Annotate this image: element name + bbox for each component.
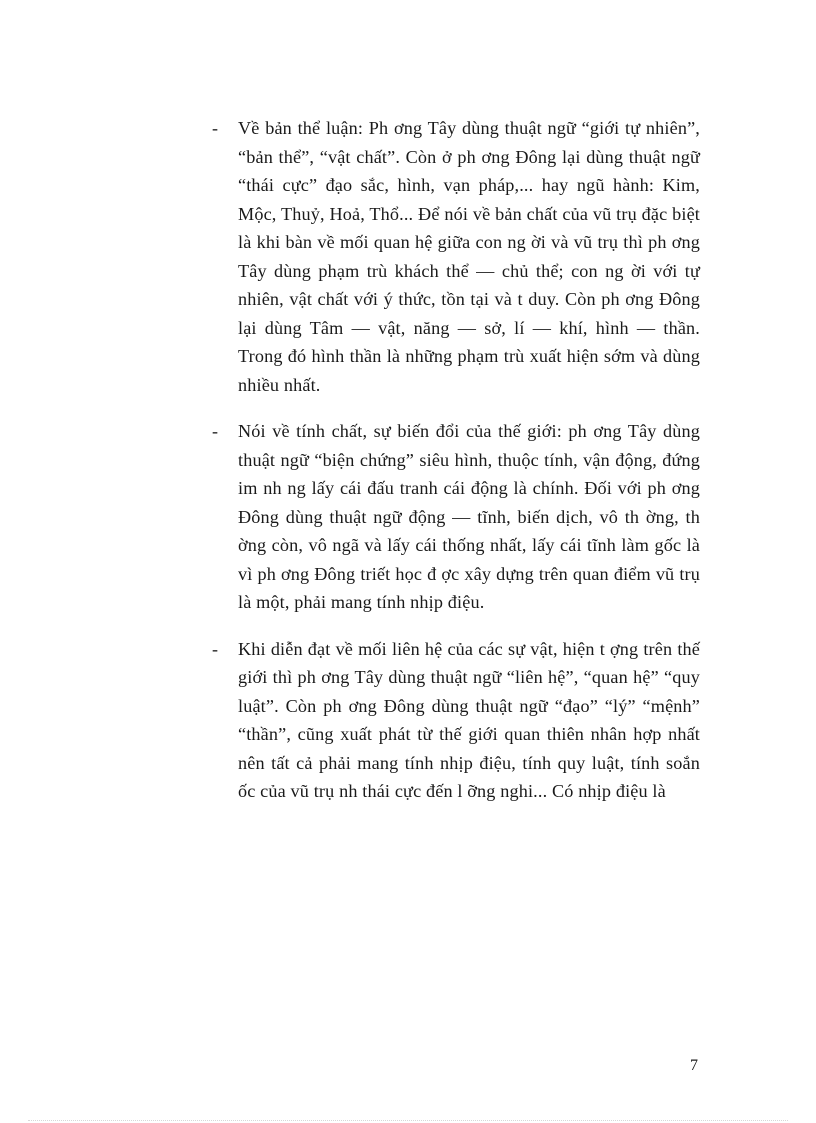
bullet-marker: - <box>212 638 218 659</box>
page-content <box>212 114 700 824</box>
paragraph-world-change: Nói về tính chất, sự biến đổi của thế giới: ph ơng Tây dùng thuật ngữ “biện chứng” siêu hình, thuộc tính, vận động, đứng im nh ng lấy cái đấu tranh cái động là chính. Đối với ph ơng Đông dùng thuật ngữ động — tĩnh, biến dịch, vô th ờng, th ờng còn, vô ngã và lấy cái thống nhất, lấy cái tĩnh làm gốc là vì ph ơng Đông triết học đ ợc xây dựng trên quan điểm vũ trụ là một, phải mang tính nhịp điệu. <box>238 421 700 612</box>
page-number: 7 <box>690 1057 698 1074</box>
page-bottom-divider <box>28 1120 788 1121</box>
bullet-item-world-change <box>212 417 700 617</box>
paragraph-relations: Khi diễn đạt về mối liên hệ của các sự vật, hiện t ợng trên thế giới thì ph ơng Tây dùng thuật ngữ “liên hệ”, “quan hệ” “quy luật”. Còn ph ơng Đông dùng thuật ngữ “đạo” “lý” “mệnh” “thần”, cũng xuất phát từ thế giới quan thiên nhân hợp nhất nên tất cả phải mang tính nhịp điệu, tính quy luật, tính soắn ốc của vũ trụ nh thái cực đến l ỡng nghi... Có nhịp điệu là <box>238 638 700 801</box>
bullet-item-relations <box>212 635 700 806</box>
bullet-marker: - <box>212 421 218 441</box>
paragraph-ontology: Về bản thể luận: Ph ơng Tây dùng thuật ngữ “giới tự nhiên”, “bản thể”, “vật chất”. Còn ở ph ơng Đông lại dùng thuật ngữ “thái cực” đạo sắc, hình, vạn pháp,... hay ngũ hành: Kim, Mộc, Thuỷ, Hoả, Thổ... Để nói về bản chất của vũ trụ đặc biệt là khi bàn về mối quan hệ giữa con ng ời và vũ trụ thì ph ơng Tây dùng phạm trù khách thể — chủ thể; con ng ời với tự nhiên, vật chất với ý thức, tồn tại và t duy. Còn ph ơng Đông lại dùng Tâm — vật, năng — sở, lí — khí, hình — thần. Trong đó hình thần là những phạm trù xuất hiện sớm và dùng nhiều nhất. <box>238 118 700 395</box>
bullet-marker: - <box>212 118 218 138</box>
bullet-item-ontology <box>212 114 700 399</box>
